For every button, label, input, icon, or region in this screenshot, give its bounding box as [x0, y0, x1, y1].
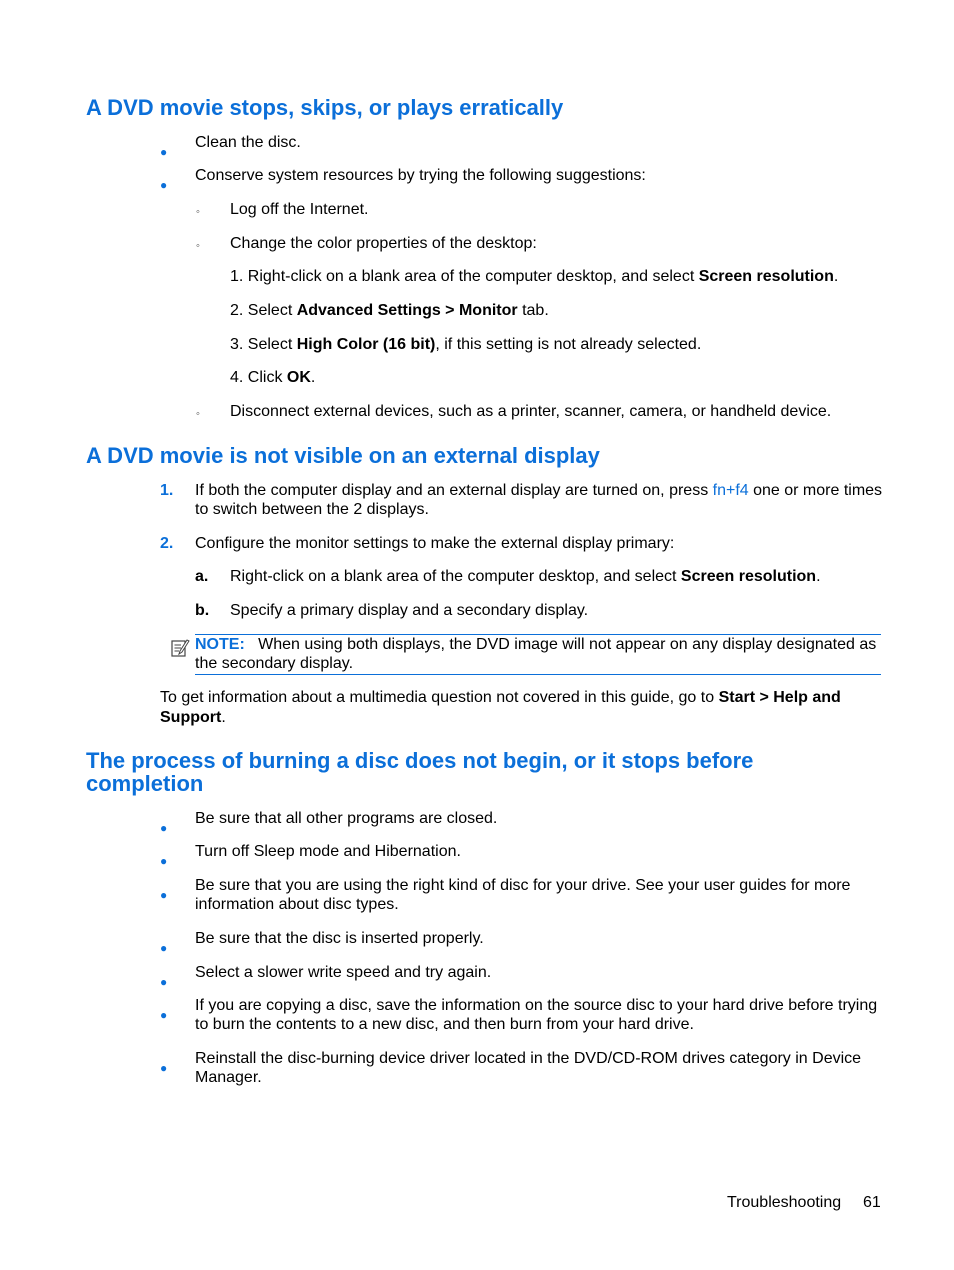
step-item — [230, 301, 549, 320]
list-item: Conserve system resources by trying the following suggestions: — [195, 167, 646, 184]
bullet-icon: ● — [160, 1061, 168, 1075]
list-item-continued: information about disc types. — [195, 896, 399, 913]
step-text: . — [310, 369, 316, 386]
step-text: , if this setting is not already selected. — [435, 336, 702, 353]
sub-list-item: Log off the Internet. — [230, 201, 369, 218]
sub-list-letter: a. — [195, 568, 209, 585]
bullet-icon: ● — [160, 1008, 168, 1022]
item-bold: Screen resolution — [680, 568, 817, 585]
key-combo-link[interactable]: fn+f4 — [712, 482, 749, 499]
section-heading-dvd-stops: A DVD movie stops, skips, or plays erratically — [86, 95, 564, 120]
circle-bullet-icon: ◦ — [196, 408, 200, 420]
section-heading-dvd-not-visible: A DVD movie is not visible on an external display — [86, 443, 600, 468]
note-line-continued: the secondary display. — [195, 655, 354, 672]
list-item: Be sure that the disc is inserted properly. — [195, 930, 484, 947]
section-heading-burning-disc: The process of burning a disc does not begin, or it stops before — [86, 748, 754, 773]
list-number: 2. — [160, 535, 174, 552]
sub-list-item: Change the color properties of the desktop: — [230, 235, 537, 252]
list-item-continued: to switch between the 2 displays. — [195, 501, 429, 518]
step-text: 4. Click — [230, 369, 287, 386]
page-number: 61 — [863, 1194, 881, 1211]
item-text: one or more times — [748, 482, 883, 499]
bullet-icon: ● — [160, 941, 168, 955]
step-text: . — [833, 268, 839, 285]
step-text: 3. Select — [230, 336, 297, 353]
step-text: 1. Right-click on a blank area of the computer desktop, and select — [230, 268, 699, 285]
step-item — [230, 267, 838, 286]
list-item: Configure the monitor settings to make the external display primary: — [195, 535, 675, 552]
list-item: Be sure that all other programs are closed. — [195, 810, 498, 827]
info-bold: Start > Help and — [718, 689, 841, 706]
list-item: Reinstall the disc-burning device driver located in the DVD/CD-ROM drives category in Device — [195, 1050, 862, 1067]
bullet-icon: ● — [160, 888, 168, 902]
step-bold: OK — [286, 369, 311, 386]
list-item: Clean the disc. — [195, 134, 301, 151]
bullet-icon: ● — [160, 821, 168, 835]
step-text: tab. — [517, 302, 549, 319]
bullet-icon: ● — [160, 178, 168, 192]
step-text: 2. Select — [230, 302, 297, 319]
info-paragraph-continued — [160, 708, 226, 727]
step-bold: Screen resolution — [698, 268, 834, 285]
list-item-continued: Manager. — [195, 1069, 262, 1086]
step-item — [230, 368, 315, 387]
sub-list-item: Disconnect external devices, such as a printer, scanner, camera, or handheld device. — [230, 403, 832, 420]
list-number: 1. — [160, 482, 174, 499]
sub-list-item — [230, 567, 821, 586]
step-item — [230, 335, 701, 354]
bullet-icon: ● — [160, 854, 168, 868]
step-bold: Advanced Settings > Monitor — [296, 302, 518, 319]
note-label: NOTE: — [195, 636, 245, 653]
sub-list-letter: b. — [195, 602, 210, 619]
list-item: Turn off Sleep mode and Hibernation. — [195, 843, 461, 860]
step-bold: High Color (16 bit) — [296, 336, 436, 353]
list-item — [195, 481, 882, 500]
bullet-icon: ● — [160, 145, 168, 159]
note-text — [195, 635, 881, 654]
item-text: Right-click on a blank area of the computer desktop, and select — [230, 568, 681, 585]
note-bottom-rule — [195, 674, 881, 675]
section-heading-burning-disc-continued: completion — [86, 771, 204, 796]
item-text: . — [816, 568, 821, 585]
item-text: If both the computer display and an external display are turned on, press — [195, 482, 713, 499]
info-text: To get information about a multimedia question not covered in this guide, go to — [160, 689, 719, 706]
list-item: If you are copying a disc, save the information on the source disc to your hard drive before trying — [195, 997, 878, 1014]
list-item: Select a slower write speed and try again. — [195, 964, 492, 981]
info-bold: Support — [160, 709, 222, 726]
bullet-icon: ● — [160, 975, 168, 989]
circle-bullet-icon: ◦ — [196, 240, 200, 252]
note-line: When using both displays, the DVD image will not appear on any display designated as — [258, 636, 877, 653]
sub-list-item: Specify a primary display and a secondary display. — [230, 602, 589, 619]
footer-section-title: Troubleshooting — [727, 1194, 842, 1211]
note-icon — [170, 638, 190, 658]
circle-bullet-icon: ◦ — [196, 206, 200, 218]
info-text: . — [221, 709, 226, 726]
info-paragraph — [160, 688, 841, 707]
list-item-continued: to burn the contents to a new disc, and then burn from your hard drive. — [195, 1016, 694, 1033]
list-item: Be sure that you are using the right kind of disc for your drive. See your user guides for more — [195, 877, 851, 894]
